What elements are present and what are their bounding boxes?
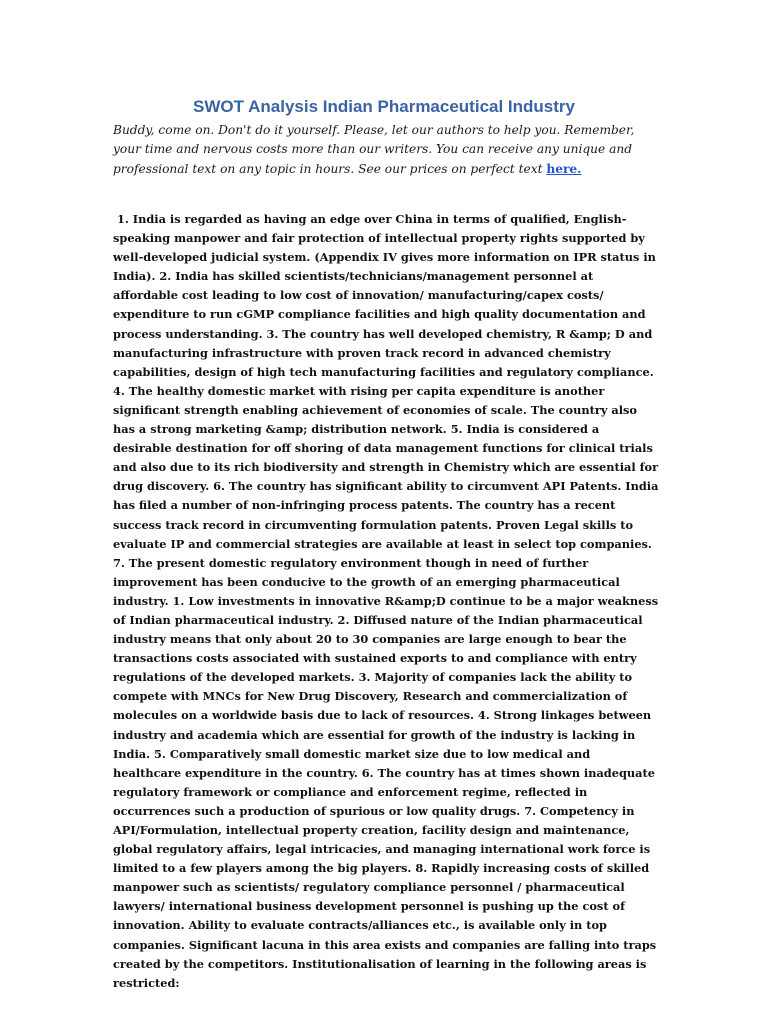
- intro-paragraph: [113, 121, 658, 179]
- prices-link[interactable]: here.: [546, 161, 582, 176]
- body-paragraph: 1. India is regarded as having an edge over China in terms of qualified, English-speaking manpower and fair protection of intellectual property rights supported by well-developed judicial system. (Appendix IV gives more information on IPR status in India). 2. India has skilled scientists/technicians/management personnel at affordable cost leading to low cost of innovation/ manufacturing/capex costs/ expenditure to run cGMP compliance facilities and high quality documentation and process understanding. 3. The country has well developed chemistry, R &amp; D and manufacturing infrastructure with proven track record in advanced chemistry capabilities, design of high tech manufacturing facilities and regulatory compliance. 4. The healthy domestic market with rising per capita expenditure is another significant strength enabling achievement of economies of scale. The country also has a strong marketing &amp; distribution network. 5. India is considered a desirable destination for off shoring of data management functions for clinical trials and also due to its rich biodiversity and strength in Chemistry which are essential for drug discovery. 6. The country has significant ability to circumvent API Patents. India has filed a number of non-infringing process patents. The country has a recent success track record in circumventing formulation patents. Proven Legal skills to evaluate IP and commercial strategies are available at least in select top companies. 7. The present domestic regulatory environment though in need of further improvement has been conducive to the growth of an emerging pharmaceutical industry. 1. Low investments in innovative R&amp;D continue to be a major weakness of Indian pharmaceutical industry. 2. Diffused nature of the Indian pharmaceutical industry means that only about 20 to 30 companies are large enough to bear the transactions costs associated with sustained exports to and compliance with entry regulations of the developed markets. 3. Majority of companies lack the ability to compete with MNCs for New Drug Discovery, Research and commercialization of molecules on a worldwide basis due to lack of resources. 4. Strong linkages between industry and academia which are essential for growth of the industry is lacking in India. 5. Comparatively small domestic market size due to low medical and healthcare expenditure in the country. 6. The country has at times shown inadequate regulatory framework or compliance and enforcement regime, reflected in occurrences such a production of spurious or low quality drugs. 7. Competency in API/Formulation, intellectual property creation, facility design and maintenance, global regulatory affairs, legal intricacies, and managing international work force is limited to a few players among the big players. 8. Rapidly increasing costs of skilled manpower such as scientists/ regulatory compliance personnel / pharmaceutical lawyers/ international business development personnel is pushing up the cost of innovation. Ability to evaluate contracts/alliances etc., is available only in top companies. Significant lacuna in this area exists and companies are falling into traps created by the competitors. Institutionalisation of learning in the following areas is restricted:: [113, 212, 659, 990]
- page-title: SWOT Analysis Indian Pharmaceutical Industry: [193, 97, 575, 116]
- intro-text: Buddy, come on. Don't do it yourself. Please, let our authors to help you. Remember, your time and nervous costs more than our writers. You can receive any unique and professional text on any topic in hours. See our prices on perfect text: [113, 123, 635, 176]
